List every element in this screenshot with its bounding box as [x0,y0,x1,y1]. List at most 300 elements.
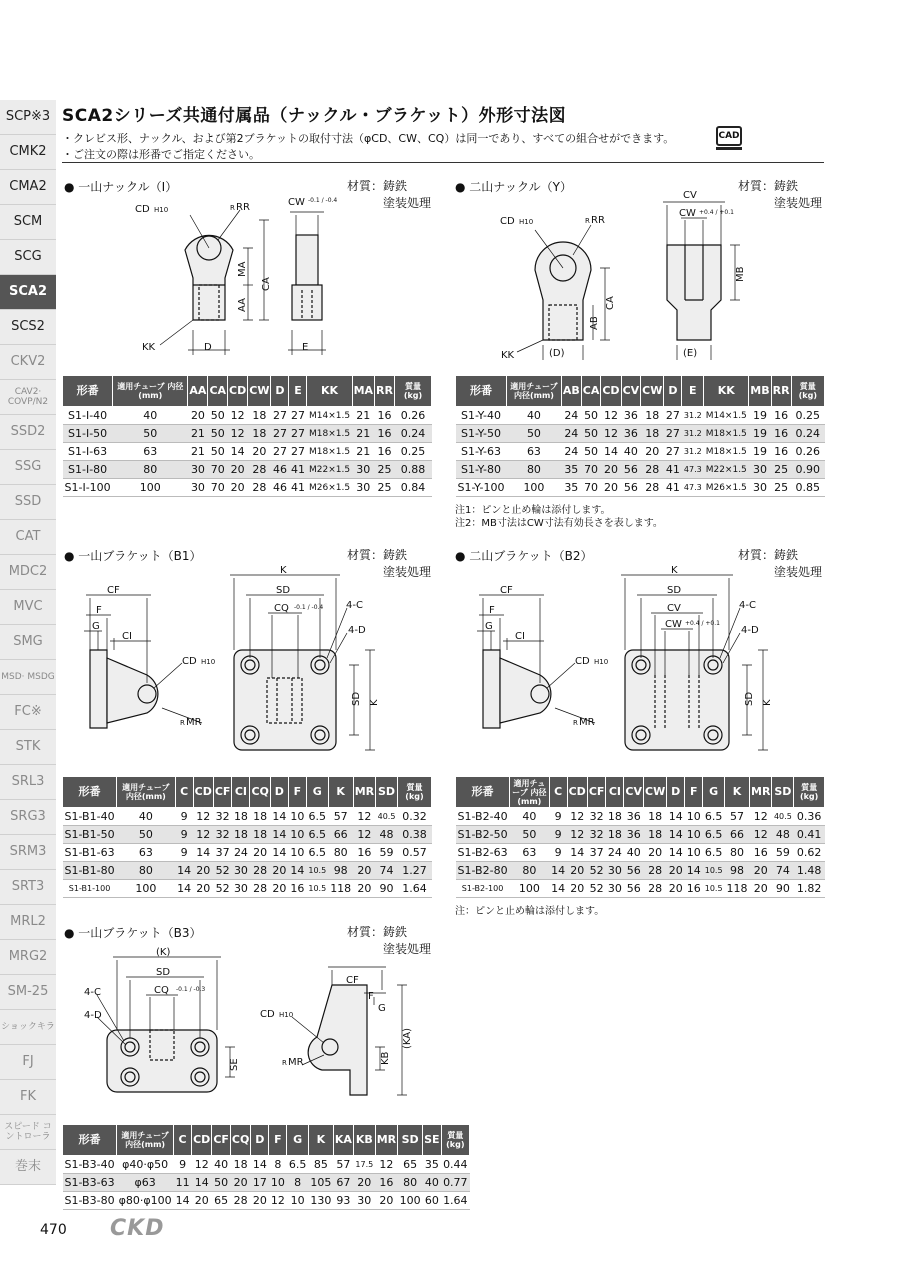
table-row [63,1174,470,1192]
table-cell: 21 [188,425,208,443]
table-cell: 0.77 [441,1174,470,1192]
table-cell: 100 [113,479,188,497]
column-header: CA [581,376,601,407]
label-d: D [204,342,212,353]
table-cell: 6.5 [306,808,328,826]
table-cell: 28 [644,880,667,898]
column-header: CD [567,777,587,808]
table-cell: 80 [398,1174,423,1192]
sidebar-item[interactable]: SCS2 [0,310,56,345]
table-cell: 20 [750,880,772,898]
label-g: G [485,621,493,632]
table-cell: 48 [376,826,398,844]
label-f: F [489,605,495,616]
table-cell: 10 [685,808,703,826]
sidebar-item[interactable]: SMG [0,625,56,660]
table-cell: 17.5 [353,1156,375,1174]
table-cell: 9 [175,808,193,826]
table-cell: 27 [271,425,289,443]
table-cell: S1-B2-80 [456,862,510,880]
table-cell: 1.27 [397,862,431,880]
table-cell: 70 [581,461,601,479]
label-r: R [180,719,185,727]
column-header: 適用チューブ 内径(mm) [117,777,176,808]
table-cell: 10.5 [703,880,725,898]
table-cell: 0.24 [394,425,431,443]
column-header: KB [353,1125,375,1156]
sidebar-item[interactable]: SCM [0,205,56,240]
table-cell: 25 [375,461,395,479]
table-cell: 14 [667,844,685,862]
table-cell: 10 [288,826,306,844]
column-header: RR [375,376,395,407]
table-cell: 35 [423,1156,441,1174]
table-cell: 16 [353,844,375,862]
label-ca: CA [605,296,616,310]
column-header: G [703,777,725,808]
table-cell: S1-B2-100 [456,880,510,898]
sidebar-item[interactable]: CMA2 [0,170,56,205]
sidebar-item[interactable]: FK [0,1080,56,1115]
table-cell: 16 [750,844,772,862]
table-cell: 9 [174,1156,192,1174]
sidebar-item[interactable]: CAV2· COVP/N2 [0,380,56,415]
table-cell: 66 [328,826,353,844]
table-cell: 0.26 [394,407,431,425]
table-cell: 20 [228,461,248,479]
table-cell: 18 [641,425,664,443]
table-cell: 90 [376,880,398,898]
table-cell: 14 [601,443,621,461]
finish-label: 塗装処理 [383,942,432,956]
column-header: 適用チューブ 内径(mm) [117,1125,174,1156]
table-cell: 31.2 [682,407,704,425]
table-bracket-b2 [455,776,825,898]
table-cell: 14 [174,1192,192,1210]
label-ab: AB [589,316,600,330]
label-cv: CV [683,190,697,201]
column-header: 形番 [456,777,510,808]
table-cell: 35 [561,461,581,479]
section-title-bracket-b3: ● 一山ブラケット（B3） [64,926,202,940]
label-cw-tol: -0.1 / -0.4 [308,197,338,204]
column-header: AB [561,376,581,407]
label-sd: SD [156,967,171,978]
table-cell: M18×1.5 [307,443,352,461]
table-row [456,443,825,461]
table-cell: 80 [510,862,550,880]
table-cell: 14 [288,862,306,880]
label-mr: MR [579,717,595,728]
table-cell: 9 [549,844,567,862]
label-ma: MA [237,261,248,277]
sidebar-item[interactable]: SRL3 [0,765,56,800]
table-cell: 18 [644,808,667,826]
column-header: K [725,777,750,808]
table-cell: 12 [601,407,621,425]
cad-icon[interactable]: CAD [716,126,742,146]
table-cell: 47.3 [682,461,704,479]
table-cell: φ40·φ50 [117,1156,174,1174]
table-cell: 52 [213,862,232,880]
table-cell: 59 [376,844,398,862]
label-r: R [230,204,235,212]
sidebar-item[interactable]: MSD· MSDG [0,660,56,695]
table-cell: 20 [230,1174,250,1192]
table-cell: 32 [213,826,232,844]
label-k: (K) [156,947,171,958]
material-label: 材質：鋳鉄 [738,179,799,193]
table-cell: 36 [624,808,644,826]
table-cell: 67 [333,1174,353,1192]
table-cell: 25 [771,461,791,479]
table-cell: S1-Y-40 [456,407,507,425]
label-cw: CW [679,208,696,219]
label-f: F [96,605,102,616]
table-cell: 10.5 [703,862,725,880]
table-cell: 28 [641,479,664,497]
table-cell: 12 [228,407,248,425]
sidebar-item[interactable]: CKV2 [0,345,56,380]
column-header: 適用チューブ 内径(mm) [113,376,188,407]
table-cell: 18 [230,1156,250,1174]
table-cell: 60 [423,1192,441,1210]
table-cell: 74 [772,862,794,880]
table-cell: S1-B1-100 [63,880,117,898]
table-cell: 80 [117,862,176,880]
table-cell: 14 [667,808,685,826]
table-cell: S1-B3-63 [63,1174,117,1192]
column-header: 形番 [63,376,113,407]
table-row [63,808,432,826]
table-cell: 1.82 [794,880,825,898]
sidebar-item[interactable]: MRL2 [0,905,56,940]
label-rr: RR [236,202,250,213]
table-cell: 30 [606,880,624,898]
table-cell: M26×1.5 [704,479,749,497]
table-cell: 50 [507,425,562,443]
column-header: CI [606,777,624,808]
table-cell: 0.38 [397,826,431,844]
table-cell: 20 [270,862,288,880]
table-cell: 12 [193,826,213,844]
table-cell: 118 [328,880,353,898]
table-cell: 36 [624,826,644,844]
column-header: CF [212,1125,231,1156]
sidebar-item[interactable]: CMK2 [0,135,56,170]
material-label: 材質：鋳鉄 [347,925,408,939]
table-cell: 57 [328,808,353,826]
label-g: G [378,1003,386,1014]
sidebar-item[interactable]: SRT3 [0,870,56,905]
table-cell: S1-I-50 [63,425,113,443]
label-cf: CF [107,585,120,596]
table-cell: 93 [333,1192,353,1210]
label-g: G [92,621,100,632]
table-cell: 50 [581,425,601,443]
table-cell: 27 [271,407,289,425]
table-cell: 37 [213,844,232,862]
table-row [63,862,432,880]
column-header: 質量 (kg) [791,376,824,407]
table-cell: 18 [232,808,250,826]
sidebar-item[interactable]: ショックキラ [0,1010,56,1045]
table-cell: 10 [288,844,306,862]
column-header: CW [644,777,667,808]
column-header: MA [352,376,374,407]
table-cell: 20 [193,880,213,898]
column-header: CF [587,777,606,808]
table-cell: 40 [113,407,188,425]
sidebar-item[interactable]: MRG2 [0,940,56,975]
table-cell: 40 [621,443,641,461]
notes-bracket-b2 [455,905,604,918]
table-cell: 20 [375,1192,397,1210]
table-cell: 12 [750,826,772,844]
header-note-1: ・クレビス形、ナックル、および第2ブラケットの取付寸法（φCD、CW、CQ）は同一であり、すべての組合せができます。 [62,132,675,145]
table-cell: 14 [270,808,288,826]
table-cell: 12 [228,425,248,443]
table-cell: 0.24 [791,425,824,443]
sidebar-item[interactable]: 巻末 [0,1150,56,1185]
table-cell: 12 [269,1192,287,1210]
column-header: F [288,777,306,808]
table-cell: 6.5 [287,1156,309,1174]
table-cell: 16 [375,425,395,443]
sidebar-item[interactable]: SCG [0,240,56,275]
label-sd: SD [276,585,291,596]
table-cell: 14 [175,862,193,880]
table-cell: 9 [175,826,193,844]
label-4c: 4-C [739,600,756,611]
table-cell: 8 [269,1156,287,1174]
sidebar-item[interactable]: SRG3 [0,800,56,835]
table-cell: 30 [232,880,250,898]
table-cell: S1-I-40 [63,407,113,425]
table-cell: 20 [353,1174,375,1192]
label-sd-v: SD [744,691,755,706]
table-cell: 46 [271,461,289,479]
table-cell: 50 [212,1174,231,1192]
table-cell: 18 [232,826,250,844]
material-knuckle-i [347,178,431,212]
sidebar-item[interactable]: SSG [0,450,56,485]
table-cell: 16 [771,425,791,443]
label-mr: MR [186,717,202,728]
column-header: F [269,1125,287,1156]
table-cell: 20 [248,443,271,461]
column-header: CD [601,376,621,407]
table-knuckle-i [62,375,432,497]
table-cell: 36 [621,407,641,425]
table-cell: 27 [664,407,682,425]
label-cw: CW [288,197,305,208]
sidebar-item[interactable]: FJ [0,1045,56,1080]
table-row [63,479,432,497]
section-title-knuckle-i: ● 一山ナックル（I） [64,180,178,194]
header-divider [62,162,824,163]
table-cell: 20 [601,461,621,479]
material-label: 材質：鋳鉄 [347,179,408,193]
label-cd: CD [135,204,150,215]
table-cell: 21 [352,407,374,425]
drawing-bracket-b1 [62,563,392,768]
table-cell: 40 [510,808,550,826]
label-f: F [368,991,374,1002]
label-rr: RR [591,215,605,226]
table-cell: 1.48 [794,862,825,880]
table-cell: 40 [624,844,644,862]
table-cell: 20 [641,443,664,461]
table-cell: 0.32 [397,808,431,826]
column-header: CQ [250,777,270,808]
column-header: D [251,1125,269,1156]
table-cell: 0.90 [791,461,824,479]
label-aa: AA [237,298,248,312]
table-cell: 14 [251,1156,269,1174]
table-cell: 59 [772,844,794,862]
column-header: 質量 (kg) [794,777,825,808]
series-sidebar [0,100,56,1185]
column-header: MR [375,1125,397,1156]
table-cell: 0.36 [794,808,825,826]
page-title: SCA2シリーズ共通付属品（ナックル・ブラケット）外形寸法図 [62,106,567,126]
table-cell: 12 [353,826,375,844]
table-cell: S1-B1-63 [63,844,117,862]
table-cell: 52 [213,880,232,898]
table-cell: 0.85 [791,479,824,497]
table-cell: 24 [606,844,624,862]
table-cell: 98 [725,862,750,880]
column-header: D [667,777,685,808]
table-row [456,808,825,826]
table-bracket-b1 [62,776,432,898]
table-cell: 36 [621,425,641,443]
table-cell: 0.84 [394,479,431,497]
sidebar-item[interactable]: SCA2 [0,275,56,310]
table-cell: 20 [644,844,667,862]
column-header: 形番 [63,1125,117,1156]
table-cell: 52 [587,880,606,898]
table-cell: 14 [192,1174,212,1192]
table-row [456,862,825,880]
table-cell: 50 [581,443,601,461]
table-cell: 14 [175,880,193,898]
sidebar-item[interactable]: SSD [0,485,56,520]
table-cell: 12 [601,425,621,443]
column-header: 質量 (kg) [441,1125,470,1156]
sidebar-item[interactable]: スピード コントローラ [0,1115,56,1150]
table-cell: 80 [328,844,353,862]
table-cell: 47.3 [682,479,704,497]
sidebar-item[interactable]: FC※ [0,695,56,730]
table-cell: 24 [561,425,581,443]
table-cell: 50 [510,826,550,844]
column-header: E [289,376,307,407]
table-cell: 40 [423,1174,441,1192]
table-cell: M18×1.5 [307,425,352,443]
sidebar-item[interactable]: SM-25 [0,975,56,1010]
label-cq: CQ [154,985,169,996]
table-cell: φ80·φ100 [117,1192,174,1210]
sidebar-item[interactable]: SSD2 [0,415,56,450]
table-cell: 85 [308,1156,333,1174]
table-cell: 18 [250,826,270,844]
table-cell: 40.5 [376,808,398,826]
label-ci: CI [515,631,525,642]
table-cell: 20 [750,862,772,880]
table-cell: 20 [192,1192,212,1210]
sidebar-item[interactable]: MVC [0,590,56,625]
table-cell: 70 [581,479,601,497]
table-cell: φ63 [117,1174,174,1192]
table-cell: 65 [212,1192,231,1210]
column-header: C [175,777,193,808]
table-cell: 46 [271,479,289,497]
table-cell: 35 [561,479,581,497]
label-4d: 4-D [348,625,366,636]
label-cw-tol: +0.4 / +0.1 [699,209,734,216]
table-cell: S1-Y-80 [456,461,507,479]
column-header: KK [307,376,352,407]
column-header: CW [641,376,664,407]
table-cell: 57 [333,1156,353,1174]
label-sd: SD [667,585,682,596]
sidebar-item[interactable]: STK [0,730,56,765]
table-cell: 27 [271,443,289,461]
table-row [63,461,432,479]
label-se: SE [229,1058,240,1071]
table-cell: 8 [287,1174,309,1192]
table-cell: 41 [664,479,682,497]
table-cell: 12 [193,808,213,826]
table-row [456,880,825,898]
sidebar-item[interactable]: SRM3 [0,835,56,870]
label-e: E [302,342,309,353]
material-label: 材質：鋳鉄 [347,548,408,562]
column-header: RR [771,376,791,407]
table-cell: 0.57 [397,844,431,862]
column-header: AA [188,376,208,407]
table-cell: M26×1.5 [307,479,352,497]
table-cell: 80 [725,844,750,862]
sidebar-item[interactable]: SCP※3 [0,100,56,135]
table-cell: 50 [581,407,601,425]
sidebar-item[interactable]: CAT [0,520,56,555]
table-cell: 0.41 [794,826,825,844]
table-cell: 74 [376,862,398,880]
table-cell: 70 [208,461,228,479]
label-kb: KB [380,1051,391,1065]
table-cell: 14 [549,880,567,898]
label-kk: KK [501,350,515,361]
table-cell: 50 [208,425,228,443]
table-cell: 14 [667,826,685,844]
label-ca: CA [261,277,272,291]
notes-knuckle-y [455,504,663,530]
table-cell: 6.5 [703,808,725,826]
sidebar-item[interactable]: MDC2 [0,555,56,590]
table-cell: 63 [113,443,188,461]
table-cell: 12 [567,808,587,826]
label-k: K [280,565,287,576]
table-cell: 10 [685,826,703,844]
label-r: R [282,1059,287,1067]
table-row [456,425,825,443]
table-cell: 30 [232,862,250,880]
table-cell: 48 [772,826,794,844]
table-cell: 20 [251,1192,269,1210]
